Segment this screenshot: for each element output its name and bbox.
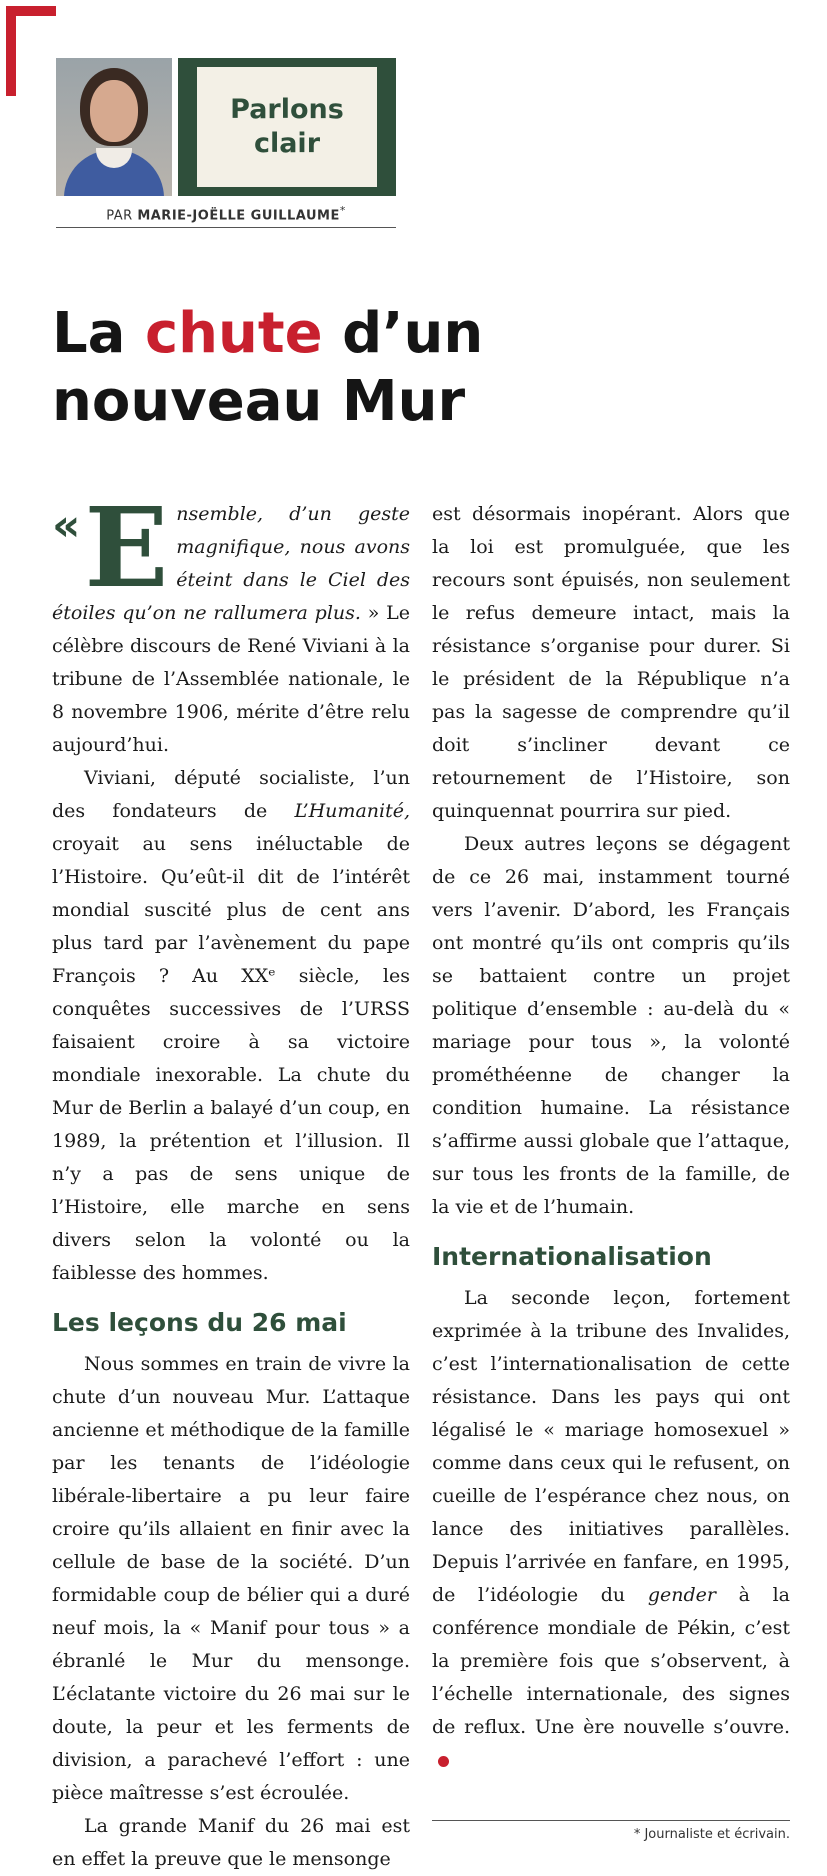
intro-rest-text: » Le célèbre discours de René Viviani à la tribune de l’Assemblée nationale, le 8 novembre 1906, mérite d’être relu aujourd’hui. <box>52 602 410 756</box>
paragraph-nouveau-mur: Nous sommes en train de vivre la chute d’un nouveau Mur. L’attaque ancienne et méthodique de la famille par les tenants de l’idéologie libérale-libertaire a pu leur faire croire qu’ils allaient en finir avec la cellule de base de la société. D’un formidable coup de bélier qui a duré neuf mois, la « Manif pour tous » a ébranlé le Mur du mensonge. L’éclatante victoire du 26 mai sur le doute, la peur et les ferments de division, a parachevé l’effort : une pièce maîtresse s’est écroulée. <box>52 1353 410 1804</box>
paragraph-grande-manif-start: La grande Manif du 26 mai est en effet la preuve que le mensonge <box>52 1815 410 1870</box>
intro-paragraph <box>52 483 410 762</box>
subheading-lecons: Les leçons du 26 mai <box>52 1308 347 1337</box>
paragraph-viviani-text-b: croyait au sens inéluctable de l’Histoire. Qu’eût-il dit de l’intérêt mondial suscité plus de cent ans plus tard par l’avènement du pape François ? Au XXᵉ siècle, les conquêtes successives de l’URSS faisaient croire à sa victoire mondiale inexorable. La chute du Mur de Berlin a balayé d’un coup, en 1989, la prétention et l’illusion. Il n’y a pas de sens unique de l’Histoire, elle marche en sens divers selon la volonté ou la faiblesse des hommes. <box>52 833 411 1284</box>
corner-bracket-decoration <box>6 6 56 96</box>
intro-quote-text: nsemble, d’un geste magnifique, nous avons éteint dans le Ciel des étoiles qu’on ne rallumera plus. <box>52 503 410 624</box>
paragraph-viviani <box>52 762 410 1290</box>
headline-part1: La <box>52 301 145 366</box>
article-column-left <box>52 483 411 1876</box>
paragraph-seconde-lecon-text-b: à la conférence mondiale de Pékin, c’est la première fois que s’observent, à l’échelle internationale, des signes de reflux. Une ère nouvelle s’ouvre. <box>432 1584 790 1738</box>
byline-author: MARIE-JOËLLE GUILLAUME <box>137 208 340 224</box>
paragraph-deux-lecons: Deux autres leçons se dégagent de ce 26 mai, instamment tourné vers l’avenir. D’abord, les Français ont montré qu’ils ont compris qu’ils se battaient contre un projet politique d’ensemble : au-delà du « mariage pour tous », la volonté prométhéenne de changer la condition humaine. La résistance s’affirme aussi globale que l’attaque, sur tous les fronts de la famille, de la vie et de l’humain. <box>432 833 790 1218</box>
author-footnote: * Journaliste et écrivain. <box>432 1820 790 1842</box>
column-title-box <box>178 58 396 196</box>
newspaper-title: L’Humanité, <box>294 800 410 822</box>
drop-cap: E <box>84 483 169 612</box>
headline-line2: nouveau Mur <box>52 369 466 434</box>
headline-accent-word: chute <box>144 301 323 366</box>
paragraph-viviani-text-a: Viviani, député socialiste, l’un des fondateurs de <box>52 767 410 822</box>
subheading-internationalisation: Internationalisation <box>432 1242 712 1271</box>
column-title-line1: Parlons <box>230 94 344 125</box>
column-title <box>197 67 377 187</box>
gender-term: gender <box>647 1584 716 1606</box>
end-mark-dot-icon <box>438 1756 449 1767</box>
opening-quote-mark: « <box>52 500 81 551</box>
article-column-right <box>432 498 790 1777</box>
author-photo <box>56 58 172 196</box>
byline-star: * <box>339 204 346 217</box>
paragraph-grande-manif-cont: est désormais inopérant. Alors que la loi est promulguée, que les recours sont épuisés, non seulement le refus demeure intact, mais la résistance s’organise pour durer. Si le président de la République n’a pas la sagesse de comprendre qu’il doit s’incliner devant ce retournement de l’Histoire, son quinquennat pourrira sur pied. <box>432 503 790 822</box>
byline-prefix: PAR <box>106 208 133 224</box>
article-headline <box>52 300 752 436</box>
paragraph-seconde-lecon <box>432 1282 790 1777</box>
paragraph-seconde-lecon-text-a: La seconde leçon, fortement exprimée à la tribune des Invalides, c’est l’internationalisation de cette résistance. Dans les pays qui ont légalisé le « mariage homosexuel » comme dans ceux qui le refusent, on cueille de l’espérance chez nous, on lance des initiatives parallèles. Depuis l’arrivée en fanfare, en 1995, de l’idéologie du <box>432 1287 790 1606</box>
column-title-line2: clair <box>253 128 321 159</box>
byline <box>56 204 396 228</box>
headline-part2: d’un <box>322 301 484 366</box>
